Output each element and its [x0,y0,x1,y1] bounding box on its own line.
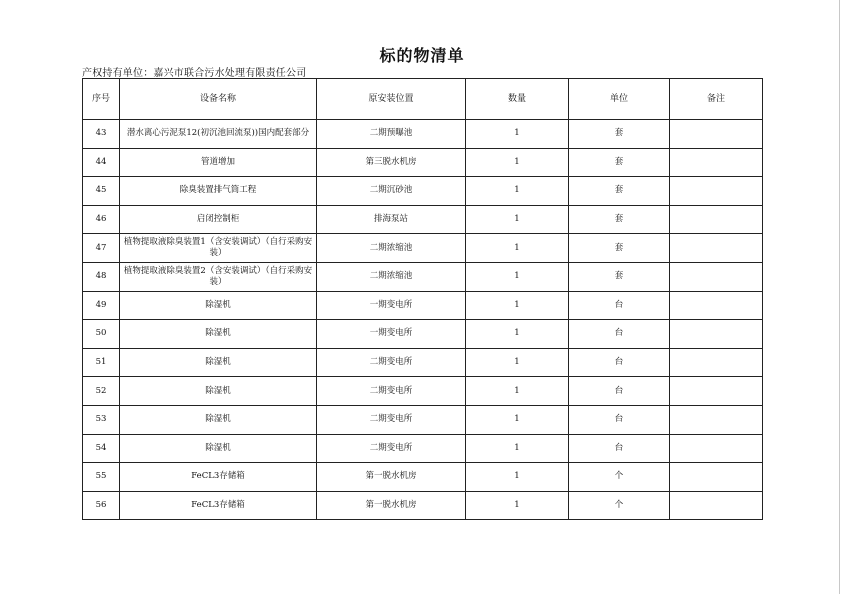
table-row [83,377,763,406]
cell-location: 第一脱水机房 [317,491,466,520]
cell-name: 植物提取液除臭装置2（含安装调试）（自行采购安装） [120,262,317,291]
cell-note [670,120,763,149]
cell-name: 管道增加 [120,148,317,177]
cell-no: 56 [83,491,120,520]
cell-location: 二期变电所 [317,405,466,434]
cell-unit: 套 [569,234,670,263]
cell-name: 除臭装置排气筒工程 [120,177,317,206]
table-header-row [83,79,763,120]
cell-location: 二期浓缩池 [317,262,466,291]
table-row [83,405,763,434]
cell-qty: 1 [466,291,569,320]
cell-unit: 台 [569,320,670,349]
cell-qty: 1 [466,463,569,492]
cell-no: 54 [83,434,120,463]
cell-note [670,205,763,234]
cell-no: 50 [83,320,120,349]
cell-qty: 1 [466,348,569,377]
cell-qty: 1 [466,405,569,434]
cell-no: 53 [83,405,120,434]
table-row [83,320,763,349]
cell-location: 一期变电所 [317,320,466,349]
cell-note [670,262,763,291]
cell-name: 除湿机 [120,291,317,320]
cell-qty: 1 [466,177,569,206]
cell-unit: 个 [569,491,670,520]
cell-unit: 台 [569,405,670,434]
table-row [83,463,763,492]
cell-name: 除湿机 [120,348,317,377]
cell-qty: 1 [466,434,569,463]
cell-unit: 台 [569,377,670,406]
cell-name: 植物提取液除臭装置1（含安装调试）（自行采购安装） [120,234,317,263]
table-row [83,434,763,463]
column-header-note: 备注 [670,79,763,120]
cell-qty: 1 [466,205,569,234]
cell-no: 46 [83,205,120,234]
cell-unit: 套 [569,120,670,149]
cell-location: 一期变电所 [317,291,466,320]
cell-note [670,148,763,177]
cell-unit: 套 [569,148,670,177]
cell-no: 52 [83,377,120,406]
cell-name: 潜水离心污泥泵12(初沉池回流泵))国内配套部分 [120,120,317,149]
cell-no: 47 [83,234,120,263]
cell-name: 除湿机 [120,377,317,406]
cell-no: 48 [83,262,120,291]
equipment-table [82,78,763,520]
cell-note [670,348,763,377]
cell-note [670,320,763,349]
table-row [83,148,763,177]
table-row [83,491,763,520]
cell-unit: 台 [569,348,670,377]
cell-no: 55 [83,463,120,492]
cell-name: 除湿机 [120,405,317,434]
cell-qty: 1 [466,262,569,291]
cell-note [670,177,763,206]
cell-unit: 个 [569,463,670,492]
cell-note [670,463,763,492]
cell-name: FeCL3存储箱 [120,491,317,520]
column-header-qty: 数量 [466,79,569,120]
cell-name: FeCL3存储箱 [120,463,317,492]
cell-qty: 1 [466,148,569,177]
cell-qty: 1 [466,120,569,149]
owner-label: 产权持有单位：嘉兴市联合污水处理有限责任公司 [82,68,307,79]
cell-name: 除湿机 [120,434,317,463]
cell-unit: 台 [569,291,670,320]
column-header-location: 原安装位置 [317,79,466,120]
cell-no: 49 [83,291,120,320]
column-header-unit: 单位 [569,79,670,120]
cell-unit: 套 [569,205,670,234]
cell-unit: 套 [569,177,670,206]
column-header-no: 序号 [83,79,120,120]
cell-location: 二期浓缩池 [317,234,466,263]
cell-unit: 套 [569,262,670,291]
cell-note [670,434,763,463]
cell-qty: 1 [466,377,569,406]
cell-location: 二期变电所 [317,377,466,406]
cell-unit: 台 [569,434,670,463]
cell-qty: 1 [466,491,569,520]
cell-qty: 1 [466,234,569,263]
cell-location: 第一脱水机房 [317,463,466,492]
cell-note [670,377,763,406]
cell-location: 排海泵站 [317,205,466,234]
table-row [83,205,763,234]
cell-location: 二期预曝池 [317,120,466,149]
table-row [83,234,763,263]
table-row [83,177,763,206]
table-row [83,348,763,377]
cell-no: 44 [83,148,120,177]
cell-note [670,491,763,520]
cell-location: 二期变电所 [317,434,466,463]
cell-note [670,291,763,320]
column-header-name: 设备名称 [120,79,317,120]
page-edge [839,0,840,594]
cell-note [670,405,763,434]
table-row [83,291,763,320]
cell-name: 启闭控制柜 [120,205,317,234]
table-row [83,120,763,149]
cell-note [670,234,763,263]
cell-name: 除湿机 [120,320,317,349]
cell-no: 45 [83,177,120,206]
cell-no: 51 [83,348,120,377]
table-row [83,262,763,291]
cell-qty: 1 [466,320,569,349]
cell-location: 二期沉砂池 [317,177,466,206]
cell-location: 二期变电所 [317,348,466,377]
cell-no: 43 [83,120,120,149]
document-title: 标的物清单 [379,46,465,65]
cell-location: 第三脱水机房 [317,148,466,177]
